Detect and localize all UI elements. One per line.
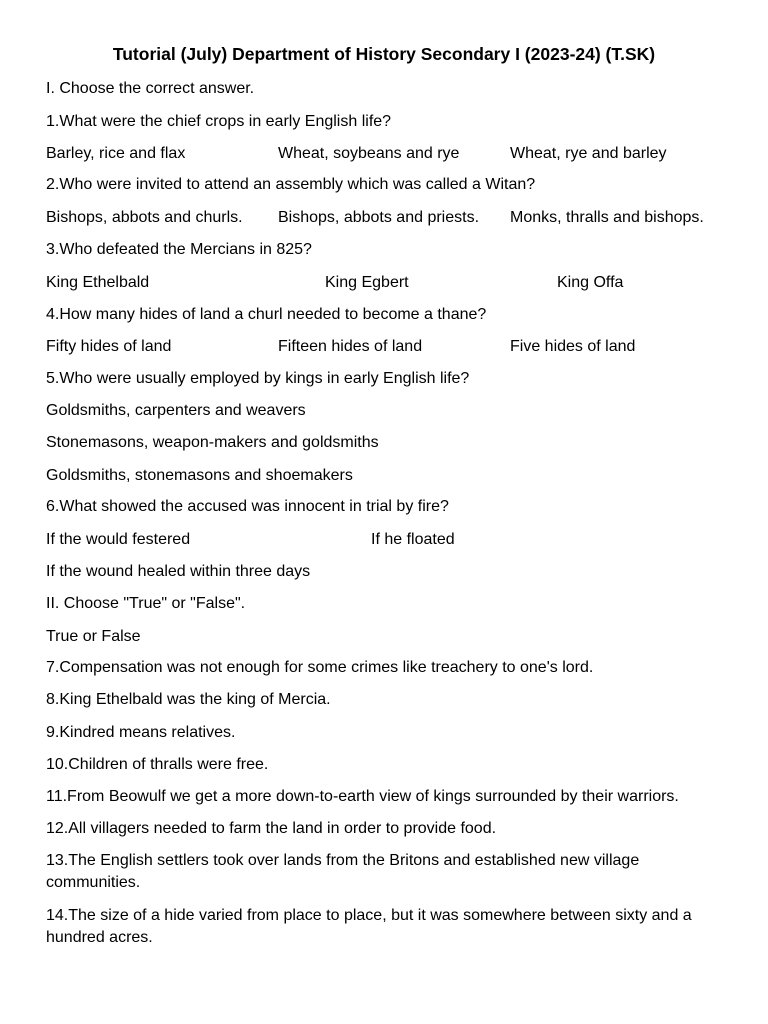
question-6: 6.What showed the accused was innocent in trial by fire? <box>46 498 449 515</box>
q3-option-a: King Ethelbald <box>46 274 150 291</box>
question-3: 3.Who defeated the Mercians in 825? <box>46 241 312 258</box>
q1-option-c: Wheat, rye and barley <box>510 145 667 162</box>
q5-option-c: Goldsmiths, stonemasons and shoemakers <box>46 467 353 484</box>
q4-option-c: Five hides of land <box>510 338 636 355</box>
q1-option-b: Wheat, soybeans and rye <box>278 145 460 162</box>
document-title: Tutorial (July) Department of History Secondary I (2023-24) (T.SK) <box>112 44 656 64</box>
section-2-heading: II. Choose "True" or "False". <box>46 595 246 612</box>
question-5: 5.Who were usually employed by kings in early English life? <box>46 370 470 387</box>
q4-option-b: Fifteen hides of land <box>278 338 423 355</box>
question-1: 1.What were the chief crops in early English life? <box>46 113 392 130</box>
statement-7: 7.Compensation was not enough for some crimes like treachery to one's lord. <box>46 659 594 676</box>
q5-option-a: Goldsmiths, carpenters and weavers <box>46 402 306 419</box>
q6-option-c: If the wound healed within three days <box>46 563 311 580</box>
q2-option-c: Monks, thralls and bishops. <box>510 209 704 226</box>
statement-10: 10.Children of thralls were free. <box>46 756 269 773</box>
q6-option-b: If he floated <box>371 531 455 548</box>
q6-option-a: If the would festered <box>46 531 191 548</box>
q1-option-a: Barley, rice and flax <box>46 145 186 162</box>
q5-option-b: Stonemasons, weapon-makers and goldsmiths <box>46 434 379 451</box>
q3-option-b: King Egbert <box>325 274 409 291</box>
q2-option-b: Bishops, abbots and priests. <box>278 209 480 226</box>
statement-13: 13.The English settlers took over lands from the Britons and established new village communities. <box>46 852 640 891</box>
q2-option-a: Bishops, abbots and churls. <box>46 209 243 226</box>
statement-8: 8.King Ethelbald was the king of Mercia. <box>46 691 331 708</box>
section-1-heading: I. Choose the correct answer. <box>46 80 255 97</box>
question-2: 2.Who were invited to attend an assembly which was called a Witan? <box>46 176 536 193</box>
section-2-subheading: True or False <box>46 628 141 645</box>
question-4: 4.How many hides of land a churl needed to become a thane? <box>46 306 487 323</box>
statement-11: 11.From Beowulf we get a more down-to-earth view of kings surrounded by their warriors. <box>46 788 679 805</box>
statement-14: 14.The size of a hide varied from place to place, but it was somewhere between sixty and a hundred acres. <box>46 907 692 946</box>
q3-option-c: King Offa <box>557 274 624 291</box>
q4-option-a: Fifty hides of land <box>46 338 172 355</box>
statement-12: 12.All villagers needed to farm the land in order to provide food. <box>46 820 497 837</box>
statement-9: 9.Kindred means relatives. <box>46 724 236 741</box>
